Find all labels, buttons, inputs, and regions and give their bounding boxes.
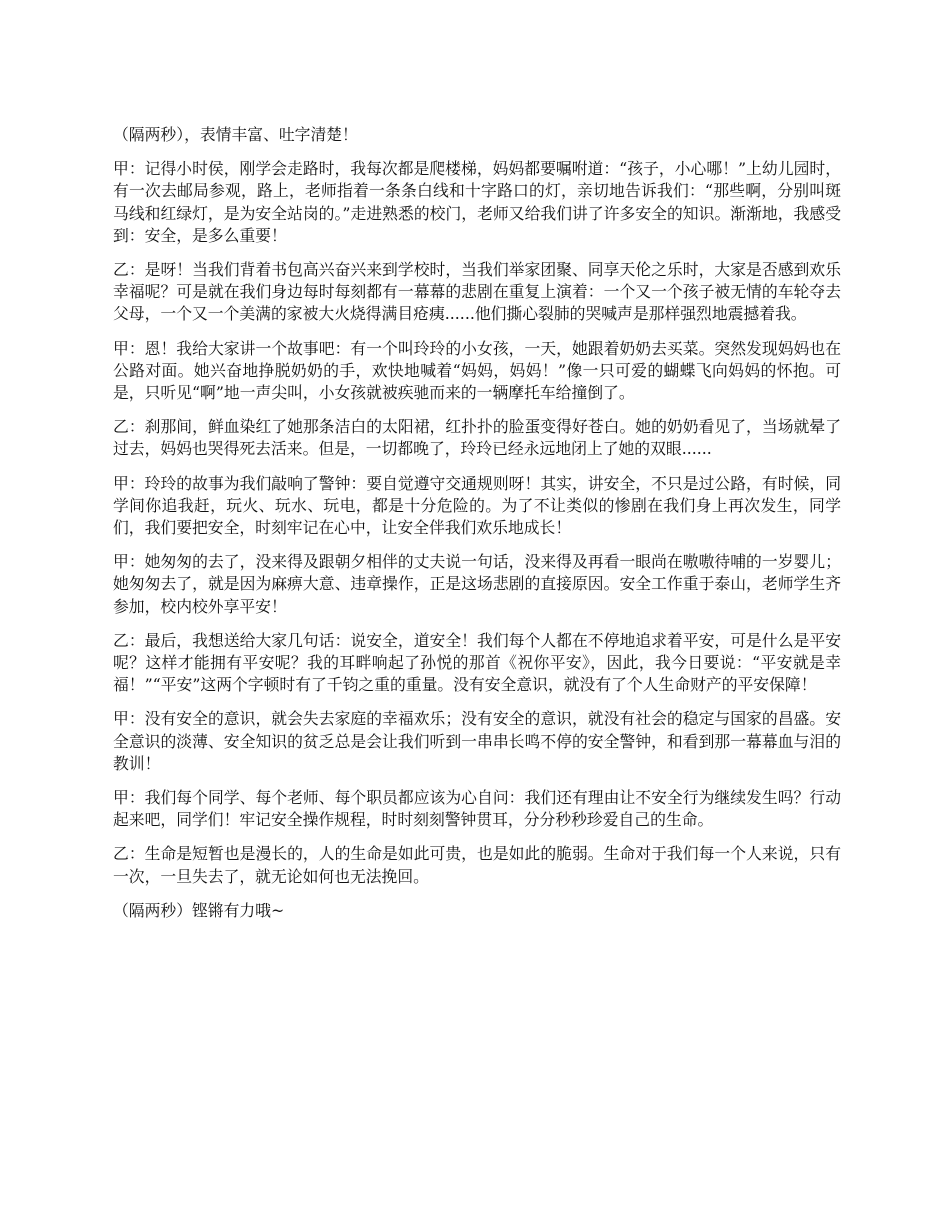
paragraph-jia-awareness: 甲：没有安全的意识，就会失去家庭的幸福欢乐；没有安全的意识，就没有社会的稳定与国家的昌盛。安全意识的淡薄、安全知识的贫乏总是会让我们听到一串串长鸣不停的安全警钟，和看到那一幕幕血与泪的教训！ (113, 709, 841, 773)
paragraph-jia-childhood: 甲：记得小时侯，刚学会走路时，我每次都是爬楼梯，妈妈都要嘱咐道：“孩子，小心哪！”上幼儿园时，有一次去邮局参观，路上，老师指着一条条白线和十字路口的灯，亲切地告诉我们：“那些啊，分别叫斑马线和红绿灯，是为安全站岗的。”走进熟悉的校门，老师又给我们讲了许多安全的知识。渐渐地，我感受到：安全，是多么重要！ (113, 159, 841, 245)
paragraph-jia-story: 甲：恩！我给大家讲一个故事吧：有一个叫玲玲的小女孩，一天，她跟着奶奶去买菜。突然发现妈妈也在公路对面。她兴奋地挣脱奶奶的手，欢快地喊着“妈妈，妈妈！”像一只可爱的蝴蝶飞向妈妈的怀抱。可是，只听见“啊”地一声尖叫，小女孩就被疾驰而来的一辆摩托车给撞倒了。 (113, 338, 841, 403)
paragraph-jia-warning: 甲：玲玲的故事为我们敲响了警钟：要自觉遵守交通规则呀！其实，讲安全，不只是过公路，有时候，同学间你追我赶，玩火、玩水、玩电，都是十分危险的。为了不让类似的惨剧在我们身上再次发生，同学们，我们要把安全，时刻牢记在心中，让安全伴我们欢乐地成长！ (113, 473, 841, 538)
paragraph-stage-direction-closing: （隔两秒）铿锵有力哦~ (113, 900, 285, 920)
paragraph-stage-direction-opening: （隔两秒），表情丰富、吐字清楚！ (113, 125, 358, 144)
paragraph-jia-mother: 甲：她匆匆的去了，没来得及跟朝夕相伴的丈夫说一句话，没来得及再看一眼尚在嗷嗷待哺的一岁婴儿；她匆匆去了，就是因为麻痹大意、违章操作，正是这场悲剧的直接原因。安全工作重于泰山，老师学生齐参加，校内校外享平安！ (113, 552, 841, 616)
paragraph-yi-peace: 乙：最后，我想送给大家几句话：说安全，道安全！我们每个人都在不停地追求着平安，可是什么是平安呢？这样才能拥有平安呢？我的耳畔响起了孙悦的那首《祝你平安》，因此，我今日要说：“平安就是幸福！”“平安”这两个字顿时有了千钧之重的重量。没有安全意识，就没有了个人生命财产的平安保障！ (113, 630, 841, 695)
document-body (113, 124, 841, 934)
paragraph-yi-tragedies: 乙：是呀！当我们背着书包高兴奋兴来到学校时，当我们举家团聚、同享天伦之乐时，大家是否感到欢乐幸福呢？可是就在我们身边每时每刻都有一幕幕的悲剧在重复上演着：一个又一个孩子被无情的车轮夺去父母，一个又一个美满的家被大火烧得满目疮痍......他们撕心裂肺的哭喊声是那样强烈地震撼着我。 (113, 260, 841, 324)
paragraph-yi-accident: 乙：刹那间，鲜血染红了她那条洁白的太阳裙，红扑扑的脸蛋变得好苍白。她的奶奶看见了，当场就晕了过去，妈妈也哭得死去活来。但是，一切都晚了，玲玲已经永远地闭上了她的双眼...... (113, 417, 841, 459)
paragraph-jia-action: 甲：我们每个同学、每个老师、每个职员都应该为心自问：我们还有理由让不安全行为继续发生吗？行动起来吧，同学们！牢记安全操作规程，时时刻刻警钟贯耳，分分秒秒珍爱自己的生命。 (113, 788, 841, 830)
paragraph-yi-life: 乙：生命是短暂也是漫长的，人的生命是如此可贵，也是如此的脆弱。生命对于我们每一个人来说，只有一次，一旦失去了，就无论如何也无法挽回。 (113, 844, 841, 886)
